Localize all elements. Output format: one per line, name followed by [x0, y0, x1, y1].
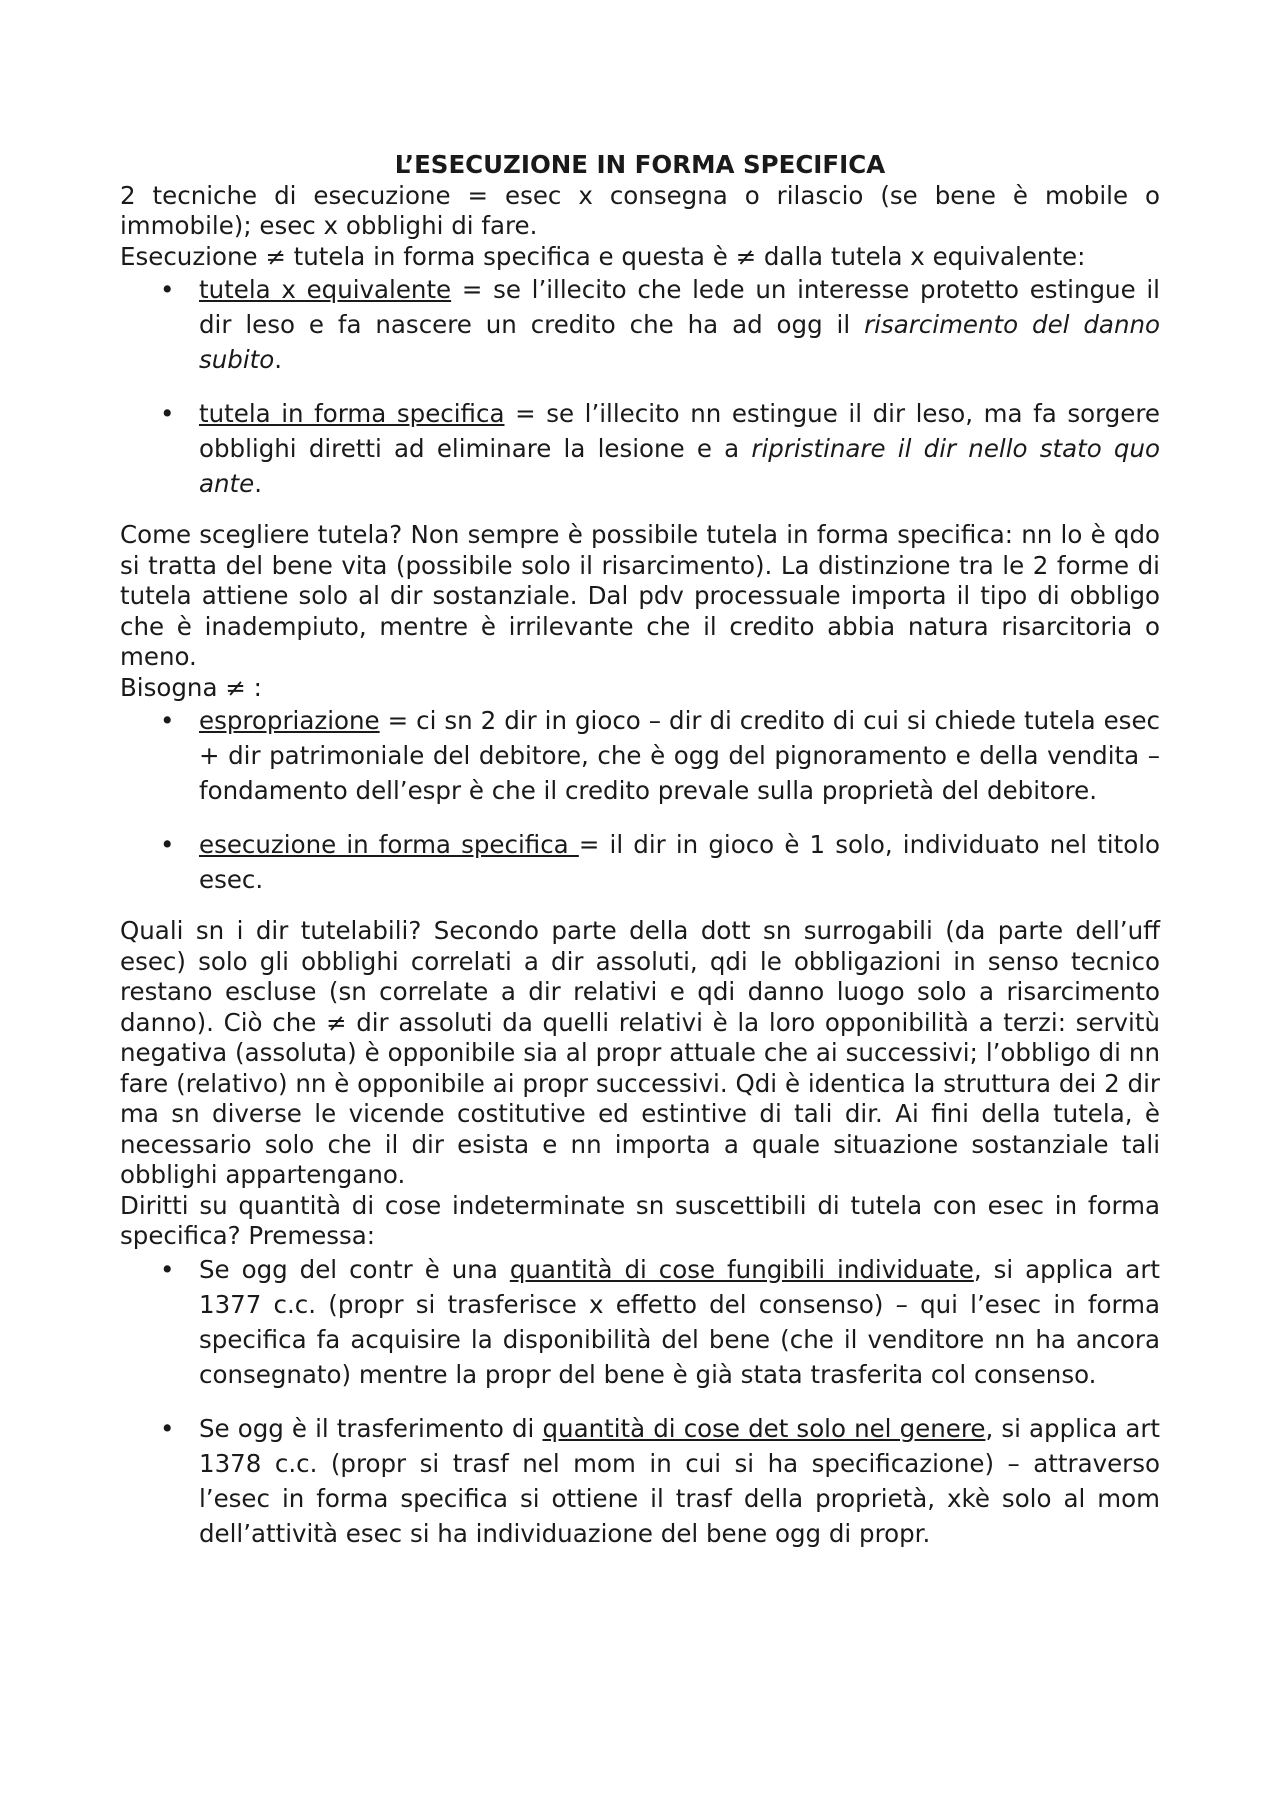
item-text: = ci sn 2 dir in gioco – dir di credito di cui si chiede tutela esec + dir patrimoniale del debitore, che è ogg del pignoramento e della vendita – fondamento dell’espr è che il credito prevale sulla proprietà del debitore.	[199, 706, 1160, 805]
list-item	[120, 396, 1160, 501]
item-text: , si applica art 1377 c.c. (propr si trasferisce x effetto del consenso) – qui l’esec in forma specifica fa acquisire la disponibilità del bene (che il venditore nn ha ancora consegnato) mentre la propr del bene è già stata trasferita col consenso.	[199, 1254, 1161, 1389]
item-pre: Se ogg è il trasferimento di	[199, 1413, 543, 1443]
emphasis: ripristinare il dir nello stato quo ante	[199, 434, 1161, 498]
list-item	[120, 272, 1160, 377]
quantity-list	[120, 1252, 1160, 1551]
distinction-paragraph: Bisogna ≠ :	[120, 672, 262, 702]
item-tail: .	[254, 469, 263, 498]
bullet-icon: •	[160, 706, 175, 735]
bullet-icon: •	[160, 275, 175, 304]
quantity-paragraph: Diritti su quantità di cose indeterminate sn suscettibili di tutela con esec in forma specifica? Premessa:	[120, 1190, 1160, 1250]
term: tutela x equivalente	[199, 275, 452, 304]
bullet-icon: •	[160, 1254, 175, 1284]
item-pre: Se ogg del contr è una	[199, 1254, 510, 1284]
term: espropriazione	[199, 706, 380, 735]
list-item	[120, 827, 1160, 897]
choice-paragraph: Come scegliere tutela? Non sempre è possibile tutela in forma specifica: nn lo è qdo si tratta del bene vita (possibile solo il risarcimento). La distinzione tra le 2 forme di tutela attiene solo al dir sostanziale. Dal pdv processuale importa il tipo di obbligo che è inadempiuto, mentre è irrilevante che il credito abbia natura risarcitoria o meno.	[120, 520, 1160, 671]
term: quantità di cose fungibili individuate	[509, 1254, 974, 1284]
document-page	[120, 150, 1160, 1570]
emphasis: risarcimento del danno subito	[199, 310, 1160, 374]
item-text: = se l’illecito che lede un interesse protetto estingue il dir leso e fa nascere un credito che ha ad ogg il	[199, 275, 1160, 339]
execution-list	[120, 703, 1160, 897]
term: tutela in forma specifica	[199, 399, 505, 428]
bullet-icon: •	[160, 399, 175, 428]
tutela-list	[120, 272, 1160, 501]
item-text: , si applica art 1378 c.c. (propr si trasf nel mom in cui si ha specificazione) – attraverso l’esec in forma specifica si ottiene il trasf della proprietà, xkè solo al mom dell’attività esec si ha individuazione del bene ogg di propr.	[199, 1413, 1161, 1548]
term: quantità di cose det solo nel genere	[542, 1413, 986, 1443]
comparison-paragraph: Esecuzione ≠ tutela in forma specifica e questa è ≠ dalla tutela x equivalente:	[120, 241, 1086, 271]
term: esecuzione in forma specifica	[199, 830, 579, 859]
bullet-icon: •	[160, 1413, 175, 1443]
item-tail: .	[274, 345, 283, 374]
item-text: = se l’illecito nn estingue il dir leso, ma fa sorgere obblighi diretti ad eliminare la lesione e a	[199, 399, 1160, 463]
document-title: L’ESECUZIONE IN FORMA SPECIFICA	[394, 150, 886, 179]
rights-paragraph: Quali sn i dir tutelabili? Secondo parte della dott sn surrogabili (da parte dell’uff esec) solo gli obblighi correlati a dir assoluti, qdi le obbligazioni in senso tecnico restano escluse (sn correlate a dir relativi e qdi danno luogo solo a risarcimento danno). Ciò che ≠ dir assoluti da quelli relativi è la loro opponibilità a terzi: servitù negativa (assoluta) è opponibile sia al propr attuale che ai successivi; l’obbligo di nn fare (relativo) nn è opponibile ai propr successivi. Qdi è identica la struttura dei 2 dir ma sn diverse le vicende costitutive ed estintive di tali dir. Ai fini della tutela, è necessario solo che il dir esista e nn importa a quale situazione sostanziale tali obblighi appartengano.	[120, 916, 1160, 1189]
list-item	[120, 1411, 1160, 1551]
list-item	[120, 703, 1160, 808]
intro-paragraph: 2 tecniche di esecuzione = esec x consegna o rilascio (se bene è mobile o immobile); esec x obblighi di fare.	[120, 180, 1160, 240]
item-text: = il dir in gioco è 1 solo, individuato nel titolo esec.	[199, 830, 1160, 894]
list-item	[120, 1252, 1160, 1392]
bullet-icon: •	[160, 830, 175, 859]
